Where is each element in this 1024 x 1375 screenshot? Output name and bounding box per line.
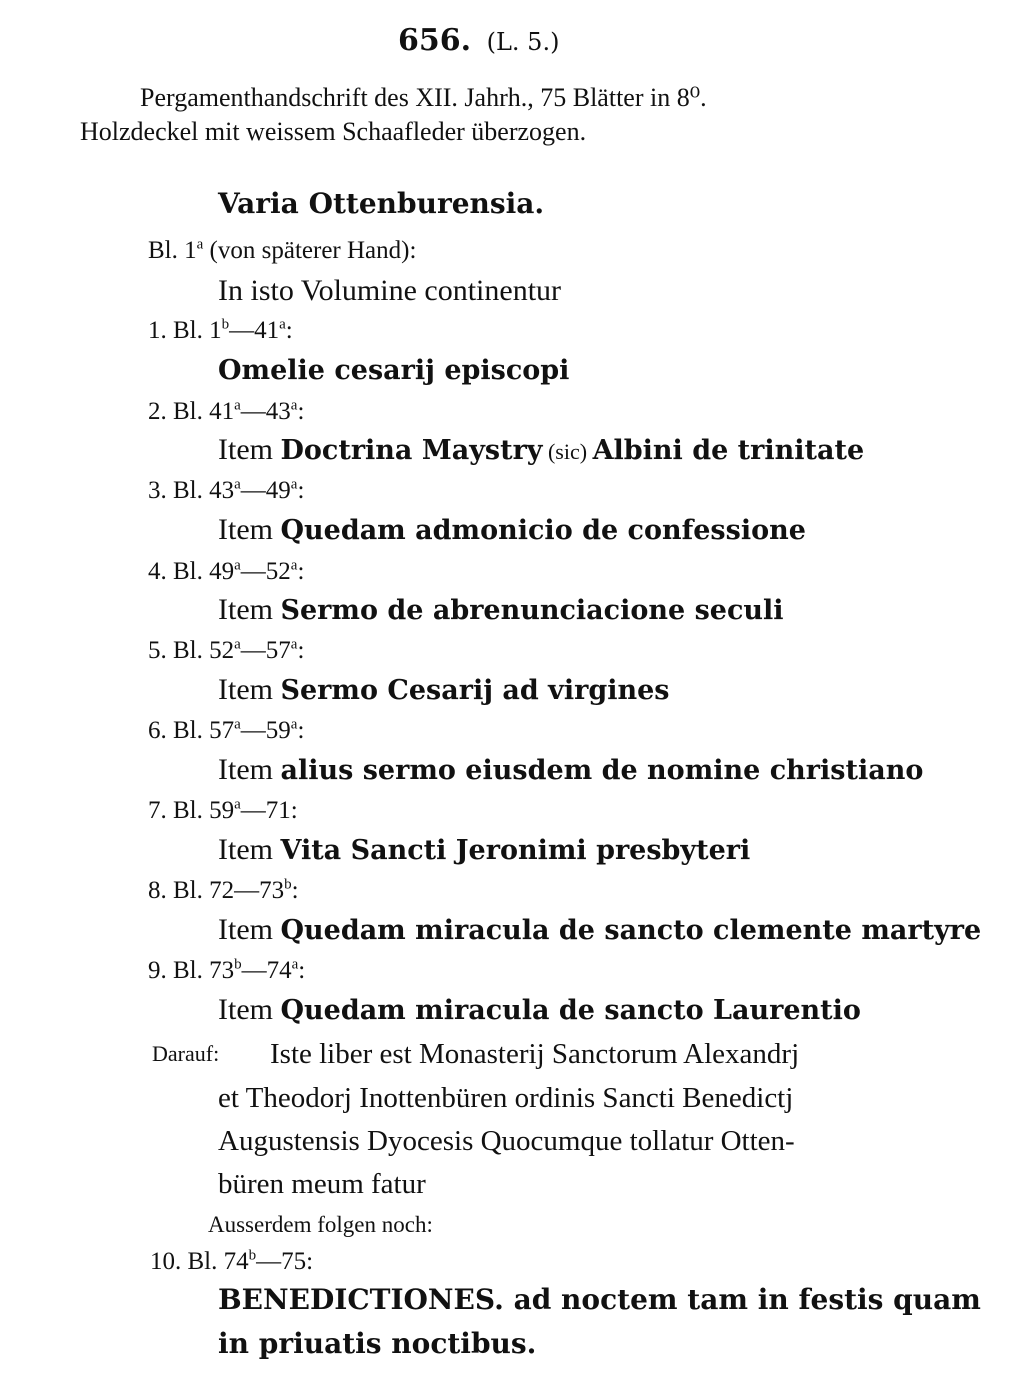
entry-10-title-line-1: BENEDICTIONES. ad noctem tam in festis quam <box>218 1283 981 1316</box>
darauf-line: Iste liber est Monasterij Sanctorum Alexandrj <box>270 1038 800 1070</box>
entry-title: Item Quedam miracula de sancto clemente martyre <box>218 913 982 946</box>
description-line-2: Holzdeckel mit weissem Schaafleder überzogen. <box>80 117 587 146</box>
darauf-line: büren meum fatur <box>218 1168 426 1200</box>
entry-folio: 1. Bl. 1$^b$—41$^a$: <box>148 316 293 344</box>
manuscript-title: Varia Ottenburensia. <box>218 187 545 220</box>
darauf-line: et Theodorj Inottenbüren ordinis Sancti Benedictj <box>218 1082 794 1114</box>
entry-title: Item Sermo Cesarij ad virgines <box>218 673 670 706</box>
entry-title: Item Vita Sancti Jeronimi presbyteri <box>218 833 751 866</box>
intro-folio: Bl. 1$^a$ (von späterer Hand): <box>148 236 417 264</box>
entry-title: Item Sermo de abrenunciacione seculi <box>218 593 784 626</box>
description-line-1: Pergamenthandschrift des XII. Jahrh., 75 Blätter in 8⁰. <box>140 83 707 112</box>
entry-title: Omelie cesarij episcopi <box>218 355 570 386</box>
entry-folio: 9. Bl. 73$^b$—74$^a$: <box>148 956 306 984</box>
catalog-number: 656. <box>398 23 472 58</box>
entry-folio: 4. Bl. 49$^a$—52$^a$: <box>148 557 305 585</box>
darauf-line: Augustensis Dyocesis Quocumque tollatur Otten- <box>218 1125 795 1157</box>
entry-folio: 6. Bl. 57$^a$—59$^a$: <box>148 716 305 744</box>
catalog-ref: (L. 5.) <box>486 28 560 56</box>
entry-10-title-line-2: in priuatis noctibus. <box>218 1327 537 1360</box>
intro-text: In isto Volumine continentur <box>218 274 562 307</box>
entry-folio: 8. Bl. 72—73$^b$: <box>148 876 299 904</box>
catalog-heading <box>398 23 560 58</box>
darauf-label: Darauf: <box>152 1041 220 1066</box>
entry-folio: 7. Bl. 59$^a$—71: <box>148 796 298 824</box>
entry-title: Item Quedam miracula de sancto Laurentio <box>218 993 861 1026</box>
entry-10-folio: 10. Bl. 74$^b$—75: <box>150 1247 314 1275</box>
ausserdem-note: Ausserdem folgen noch: <box>208 1212 433 1237</box>
entry-folio: 5. Bl. 52$^a$—57$^a$: <box>148 636 305 664</box>
entry-title: Item Doctrina Maystry (sic) Albini de trinitate <box>218 433 865 466</box>
entry-folio: 2. Bl. 41$^a$—43$^a$: <box>148 397 305 425</box>
entry-folio: 3. Bl. 43$^a$—49$^a$: <box>148 476 305 504</box>
entry-title: Item Quedam admonicio de confessione <box>218 513 806 546</box>
entry-title: Item alius sermo eiusdem de nomine christiano <box>218 753 924 786</box>
